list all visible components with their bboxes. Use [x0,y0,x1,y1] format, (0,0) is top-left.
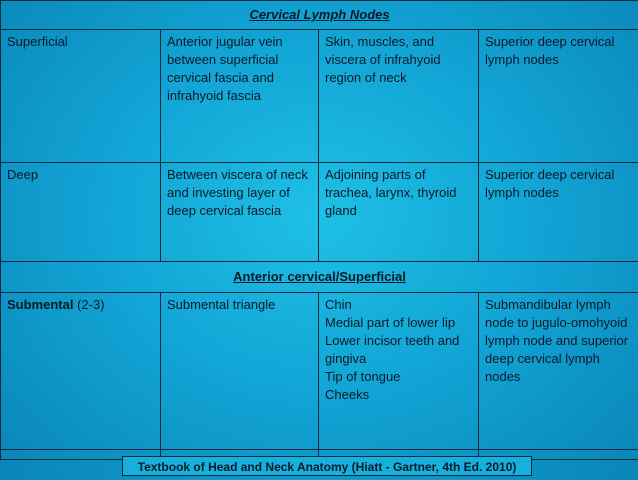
section-heading-part1: Anterior cervical [233,269,336,284]
location-cell: Anterior jugular vein between superficial cervical fascia and infrahyoid fascia [161,30,319,163]
drains-cell: Skin, muscles, and viscera of infrahyoid region of neck [319,30,479,163]
location-cell: Submental triangle [161,293,319,460]
drains-item: Medial part of lower lip [325,314,472,332]
group-cell: Superficial [1,30,161,163]
table-row [1,293,638,460]
drains-cell [319,293,479,460]
section-heading-part2: Superficial [339,269,405,284]
footer-citation: Textbook of Head and Neck Anatomy (Hiatt - Gartner, 4th Ed. 2010) [122,456,532,476]
drains-item: Chin [325,296,472,314]
footer-bar [0,449,638,480]
submental-count: (2-3) [73,297,104,312]
table-row [1,163,638,262]
drains-cell: Adjoining parts of trachea, larynx, thyroid gland [319,163,479,262]
group-cell: Deep [1,163,161,262]
efferent-cell: Superior deep cervical lymph nodes [479,163,638,262]
drains-item: Cheeks [325,386,472,404]
drains-item: Tip of tongue [325,368,472,386]
drains-item: Lower incisor teeth and gingiva [325,332,472,368]
table-title: Cervical Lymph Nodes [1,1,638,30]
location-cell: Between viscera of neck and investing layer of deep cervical fascia [161,163,319,262]
efferent-cell: Submandibular lymph node to jugulo-omohyoid lymph node and superior deep cervical lymph nodes [479,293,638,460]
section-heading [1,262,638,293]
section-heading-separator: / [336,269,340,284]
group-cell [1,293,161,460]
table-row [1,30,638,163]
submental-name: Submental [7,297,73,312]
efferent-cell: Superior deep cervical lymph nodes [479,30,638,163]
